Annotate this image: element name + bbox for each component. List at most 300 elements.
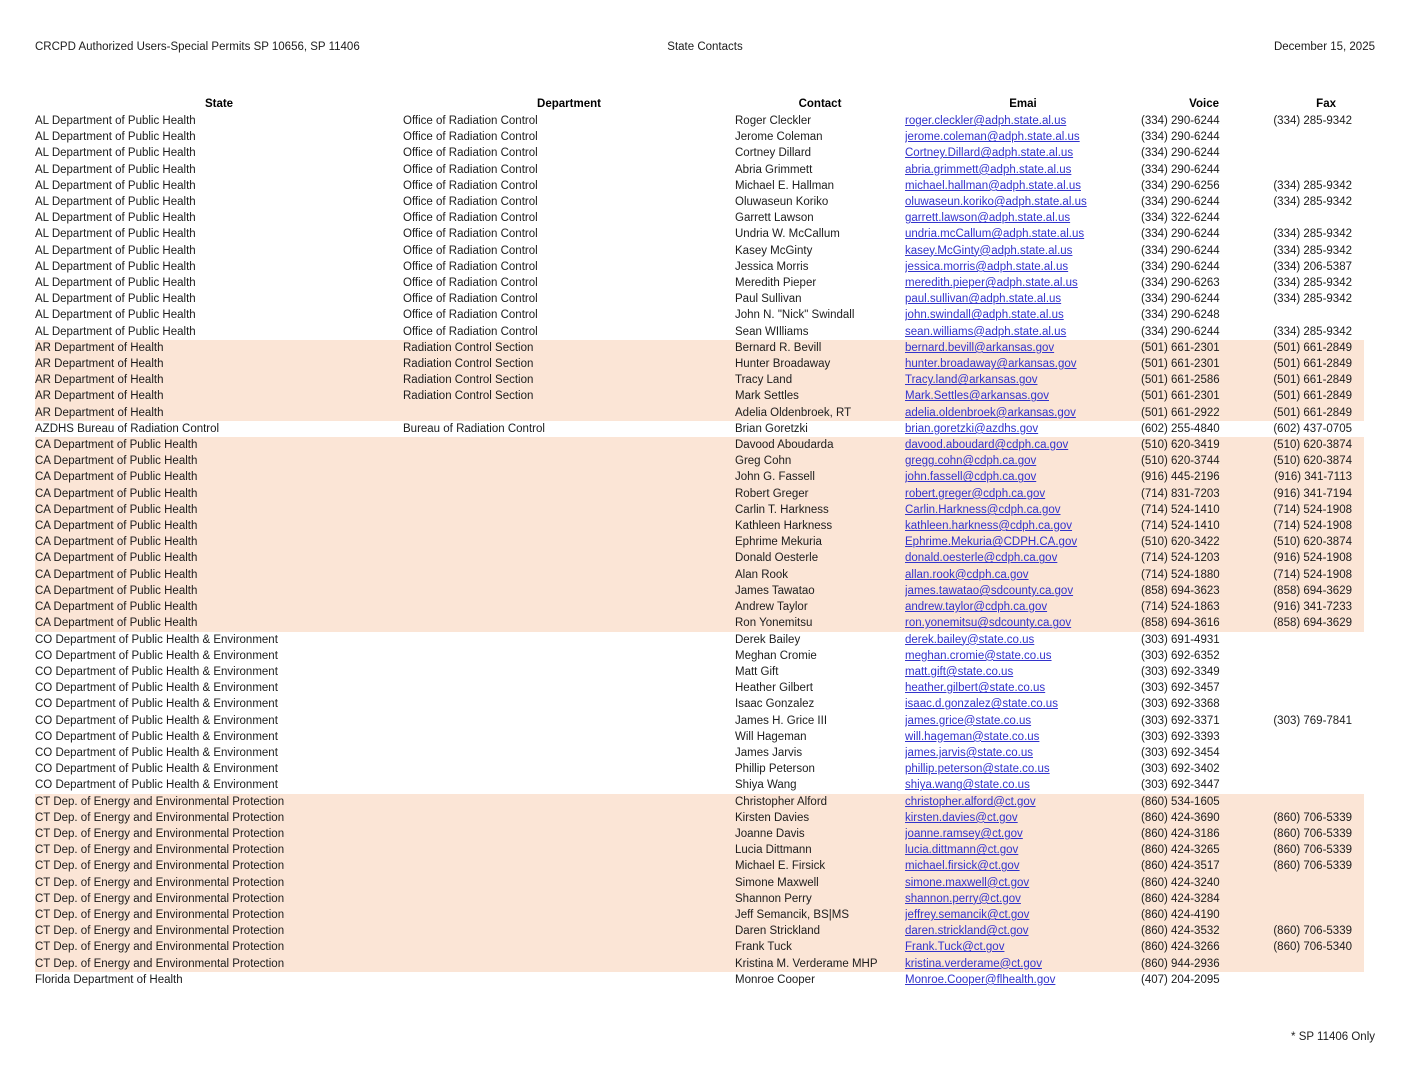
contact-cell: Monroe Cooper xyxy=(735,973,815,986)
contact-cell: Jeff Semancik, BS|MS xyxy=(735,907,905,923)
fax-cell: (334) 285-9342 xyxy=(1273,179,1352,192)
table-row xyxy=(35,502,1364,518)
email-link[interactable]: Mark.Settles@arkansas.gov xyxy=(905,390,1049,403)
email-cell xyxy=(905,178,1141,194)
email-link[interactable]: paul.sullivan@adph.state.al.us xyxy=(905,293,1062,306)
contact-cell: Mark Settles xyxy=(735,388,905,404)
contact-cell: Ron Yonemitsu xyxy=(735,615,905,631)
department-cell: Radiation Control Section xyxy=(403,388,735,404)
email-cell xyxy=(905,502,1141,518)
department-cell xyxy=(403,486,735,502)
email-link[interactable]: lucia.dittmann@ct.gov xyxy=(905,844,1019,857)
contact-cell: Heather Gilbert xyxy=(735,682,813,695)
email-link[interactable]: abria.grimmett@adph.state.al.us xyxy=(905,163,1072,176)
email-link[interactable]: jessica.morris@adph.state.al.us xyxy=(905,260,1069,273)
fax-cell: (510) 620-3874 xyxy=(1223,437,1364,453)
voice-cell: (334) 290-6244 xyxy=(1141,228,1220,241)
table-row xyxy=(35,145,1364,161)
email-link[interactable]: Tracy.land@arkansas.gov xyxy=(905,374,1038,387)
email-cell xyxy=(905,745,1141,761)
email-cell xyxy=(905,875,1141,891)
contact-cell: Christopher Alford xyxy=(735,794,905,810)
voice-cell: (860) 424-3265 xyxy=(1141,842,1223,858)
table-row xyxy=(35,324,1364,340)
table-row xyxy=(35,842,1364,858)
voice-cell: (860) 424-3690 xyxy=(1141,810,1223,826)
email-cell xyxy=(905,421,1141,437)
state-cell: CA Department of Public Health xyxy=(35,567,403,583)
state-cell: AL Department of Public Health xyxy=(35,163,196,176)
email-link[interactable]: simone.maxwell@ct.gov xyxy=(905,876,1030,889)
state-cell: CT Dep. of Energy and Environmental Protection xyxy=(35,858,403,874)
email-cell xyxy=(905,291,1141,307)
state-cell: AL Department of Public Health xyxy=(35,212,196,225)
table-row xyxy=(35,826,1364,842)
state-cell: CA Department of Public Health xyxy=(35,599,403,615)
email-link[interactable]: phillip.peterson@state.co.us xyxy=(905,763,1050,776)
fax-cell xyxy=(1223,972,1364,988)
contact-cell: Brian Goretzki xyxy=(735,422,808,435)
voice-cell: (714) 831-7203 xyxy=(1141,486,1223,502)
fax-cell: (916) 341-7194 xyxy=(1223,486,1364,502)
fax-cell: (501) 661-2849 xyxy=(1223,340,1364,356)
voice-cell: (501) 661-2922 xyxy=(1141,405,1223,421)
contact-cell: Frank Tuck xyxy=(735,939,905,955)
fax-cell xyxy=(1223,956,1364,972)
department-cell: Radiation Control Section xyxy=(403,340,735,356)
voice-cell: (860) 424-3186 xyxy=(1141,826,1223,842)
email-cell xyxy=(905,356,1141,372)
email-link[interactable]: allan.rook@cdph.ca.gov xyxy=(905,568,1029,581)
fax-cell xyxy=(1223,145,1364,161)
table-header-row xyxy=(35,96,1364,113)
email-link[interactable]: daren.strickland@ct.gov xyxy=(905,925,1029,938)
voice-cell: (303) 691-4931 xyxy=(1141,633,1220,646)
department-cell: Office of Radiation Control xyxy=(403,163,538,176)
voice-cell: (303) 692-6352 xyxy=(1141,649,1220,662)
email-cell xyxy=(905,794,1141,810)
fax-cell xyxy=(1223,745,1364,761)
email-cell xyxy=(905,729,1141,745)
state-cell: CT Dep. of Energy and Environmental Protection xyxy=(35,923,403,939)
email-link[interactable]: hunter.broadaway@arkansas.gov xyxy=(905,358,1077,371)
email-link[interactable]: joanne.ramsey@ct.gov xyxy=(905,827,1023,840)
state-cell: AL Department of Public Health xyxy=(35,228,196,241)
email-cell xyxy=(905,486,1141,502)
department-cell xyxy=(403,648,735,664)
email-cell xyxy=(905,761,1141,777)
state-cell: AR Department of Health xyxy=(35,340,403,356)
voice-cell: (860) 424-3266 xyxy=(1141,939,1223,955)
state-cell: CA Department of Public Health xyxy=(35,550,403,566)
email-cell xyxy=(905,372,1141,388)
email-cell xyxy=(905,340,1141,356)
department-cell: Office of Radiation Control xyxy=(403,309,538,322)
state-cell: CA Department of Public Health xyxy=(35,615,403,631)
state-cell: CO Department of Public Health & Environment xyxy=(35,698,278,711)
voice-cell: (714) 524-1863 xyxy=(1141,599,1223,615)
contact-cell: James H. Grice III xyxy=(735,714,828,727)
fax-cell: (501) 661-2849 xyxy=(1223,405,1364,421)
department-cell xyxy=(403,777,735,793)
table-row xyxy=(35,794,1364,810)
fax-cell xyxy=(1223,129,1364,145)
voice-cell: (334) 290-6263 xyxy=(1141,277,1220,290)
state-cell: AL Department of Public Health xyxy=(35,179,196,192)
email-link[interactable]: davood.aboudard@cdph.ca.gov xyxy=(905,439,1069,452)
fax-cell xyxy=(1223,162,1364,178)
state-cell: CO Department of Public Health & Environment xyxy=(35,665,278,678)
table-row xyxy=(35,453,1364,469)
table-row xyxy=(35,210,1364,226)
email-link[interactable]: adelia.oldenbroek@arkansas.gov xyxy=(905,406,1076,419)
contact-cell: Derek Bailey xyxy=(735,633,801,646)
department-cell xyxy=(403,858,735,874)
document-subtitle: State Contacts xyxy=(667,41,743,53)
department-cell xyxy=(403,761,735,777)
fax-cell: (860) 706-5340 xyxy=(1223,939,1364,955)
email-link[interactable]: Ephrime.Mekuria@CDPH.CA.gov xyxy=(905,536,1078,549)
email-cell xyxy=(905,891,1141,907)
state-cell: CO Department of Public Health & Environment xyxy=(35,730,278,743)
email-cell xyxy=(905,162,1141,178)
email-cell xyxy=(905,680,1141,696)
email-cell xyxy=(905,210,1141,226)
fax-cell: (501) 661-2849 xyxy=(1223,388,1364,404)
voice-cell: (510) 620-3744 xyxy=(1141,453,1223,469)
email-cell xyxy=(905,259,1141,275)
table-row xyxy=(35,372,1364,388)
contacts-table-container xyxy=(35,96,1364,988)
state-cell: AR Department of Health xyxy=(35,405,403,421)
email-link[interactable]: Cortney.Dillard@adph.state.al.us xyxy=(905,147,1074,160)
email-cell xyxy=(905,388,1141,404)
email-cell xyxy=(905,972,1141,988)
email-link[interactable]: christopher.alford@ct.gov xyxy=(905,795,1036,808)
column-header-department: Department xyxy=(537,98,601,110)
voice-cell: (860) 424-3532 xyxy=(1141,923,1223,939)
table-row xyxy=(35,469,1364,485)
department-cell xyxy=(403,972,735,988)
table-row xyxy=(35,259,1364,275)
table-row xyxy=(35,923,1364,939)
email-link[interactable]: robert.greger@cdph.ca.gov xyxy=(905,487,1046,500)
email-link[interactable]: isaac.d.gonzalez@state.co.us xyxy=(905,698,1058,711)
table-row xyxy=(35,113,1364,129)
email-link[interactable]: will.hageman@state.co.us xyxy=(905,730,1040,743)
voice-cell: (916) 445-2196 xyxy=(1141,469,1223,485)
email-link[interactable]: shiya.wang@state.co.us xyxy=(905,779,1030,792)
department-cell xyxy=(403,453,735,469)
email-link[interactable]: james.grice@state.co.us xyxy=(905,714,1032,727)
department-cell xyxy=(403,615,735,631)
department-cell: Office of Radiation Control xyxy=(403,325,538,338)
department-cell xyxy=(403,502,735,518)
table-row xyxy=(35,486,1364,502)
email-link[interactable]: donald.oesterle@cdph.ca.gov xyxy=(905,552,1058,565)
state-cell: CA Department of Public Health xyxy=(35,534,403,550)
email-link[interactable]: derek.bailey@state.co.us xyxy=(905,633,1035,646)
table-row xyxy=(35,648,1364,664)
state-cell: CA Department of Public Health xyxy=(35,583,403,599)
fax-cell: (860) 706-5339 xyxy=(1223,810,1364,826)
email-link[interactable]: john.fassell@cdph.ca.gov xyxy=(905,471,1037,484)
department-cell xyxy=(403,664,735,680)
email-link[interactable]: meghan.cromie@state.co.us xyxy=(905,649,1052,662)
contact-cell: Carlin T. Harkness xyxy=(735,502,905,518)
footnote: * SP 11406 Only xyxy=(1291,1031,1375,1043)
email-link[interactable]: michael.firsick@ct.gov xyxy=(905,860,1020,873)
contact-cell: Michael E. Firsick xyxy=(735,858,905,874)
fax-cell xyxy=(1223,794,1364,810)
voice-cell: (501) 661-2586 xyxy=(1141,372,1223,388)
email-link[interactable]: kristina.verderame@ct.gov xyxy=(905,957,1042,970)
department-cell xyxy=(403,875,735,891)
fax-cell xyxy=(1223,891,1364,907)
department-cell: Office of Radiation Control xyxy=(403,244,538,257)
contact-cell: Joanne Davis xyxy=(735,826,905,842)
state-cell: CT Dep. of Energy and Environmental Protection xyxy=(35,956,403,972)
fax-cell: (510) 620-3874 xyxy=(1223,453,1364,469)
email-link[interactable]: john.swindall@adph.state.al.us xyxy=(905,309,1064,322)
email-link[interactable]: matt.gift@state.co.us xyxy=(905,665,1014,678)
fax-cell xyxy=(1223,648,1364,664)
contact-cell: Kirsten Davies xyxy=(735,810,905,826)
department-cell xyxy=(403,518,735,534)
fax-cell: (602) 437-0705 xyxy=(1273,422,1352,435)
state-cell: CO Department of Public Health & Environment xyxy=(35,649,278,662)
email-cell xyxy=(905,194,1141,210)
department-cell xyxy=(403,713,735,729)
contact-cell: James Tawatao xyxy=(735,583,905,599)
table-row xyxy=(35,356,1364,372)
department-cell xyxy=(403,405,735,421)
email-cell xyxy=(905,437,1141,453)
email-link[interactable]: michael.hallman@adph.state.al.us xyxy=(905,179,1081,192)
voice-cell: (714) 524-1203 xyxy=(1141,550,1223,566)
voice-cell: (501) 661-2301 xyxy=(1141,356,1223,372)
state-cell: CO Department of Public Health & Environment xyxy=(35,714,278,727)
column-header-fax: Fax xyxy=(1316,98,1336,110)
department-cell xyxy=(403,534,735,550)
state-cell: CA Department of Public Health xyxy=(35,518,403,534)
email-cell xyxy=(905,324,1141,340)
email-cell xyxy=(905,275,1141,291)
department-cell: Office of Radiation Control xyxy=(403,277,538,290)
contact-cell: Isaac Gonzalez xyxy=(735,698,815,711)
fax-cell xyxy=(1223,777,1364,793)
state-cell: AL Department of Public Health xyxy=(35,196,196,209)
department-cell xyxy=(403,696,735,712)
department-cell xyxy=(403,437,735,453)
voice-cell: (860) 534-1605 xyxy=(1141,794,1223,810)
fax-cell: (860) 706-5339 xyxy=(1223,858,1364,874)
email-cell xyxy=(905,648,1141,664)
table-row xyxy=(35,534,1364,550)
table-row xyxy=(35,518,1364,534)
email-link[interactable]: meredith.pieper@adph.state.al.us xyxy=(905,277,1078,290)
voice-cell: (334) 290-6244 xyxy=(1141,147,1220,160)
email-cell xyxy=(905,956,1141,972)
table-row xyxy=(35,713,1364,729)
state-cell: CT Dep. of Energy and Environmental Protection xyxy=(35,875,403,891)
fax-cell xyxy=(1223,907,1364,923)
table-row xyxy=(35,567,1364,583)
email-link[interactable]: shannon.perry@ct.gov xyxy=(905,892,1021,905)
email-link[interactable]: gregg.cohn@cdph.ca.gov xyxy=(905,455,1037,468)
email-link[interactable]: oluwaseun.koriko@adph.state.al.us xyxy=(905,196,1087,209)
email-link[interactable]: kasey.McGinty@adph.state.al.us xyxy=(905,244,1073,257)
table-row xyxy=(35,632,1364,648)
email-link[interactable]: undria.mcCallum@adph.state.al.us xyxy=(905,228,1085,241)
email-link[interactable]: kirsten.davies@ct.gov xyxy=(905,811,1018,824)
voice-cell: (860) 424-3284 xyxy=(1141,891,1223,907)
fax-cell: (303) 769-7841 xyxy=(1273,714,1352,727)
email-link[interactable]: sean.williams@adph.state.al.us xyxy=(905,325,1067,338)
department-cell xyxy=(403,583,735,599)
department-cell xyxy=(403,469,735,485)
email-link[interactable]: james.tawatao@sdcounty.ca.gov xyxy=(905,584,1074,597)
voice-cell: (407) 204-2095 xyxy=(1141,973,1220,986)
fax-cell: (334) 285-9342 xyxy=(1273,244,1352,257)
table-row xyxy=(35,729,1364,745)
voice-cell: (334) 290-6248 xyxy=(1141,309,1220,322)
contact-cell: Lucia Dittmann xyxy=(735,842,905,858)
email-cell xyxy=(905,534,1141,550)
email-cell xyxy=(905,664,1141,680)
email-link[interactable]: andrew.taylor@cdph.ca.gov xyxy=(905,601,1048,614)
contact-cell: Shannon Perry xyxy=(735,891,905,907)
fax-cell: (334) 285-9342 xyxy=(1273,196,1352,209)
voice-cell: (334) 290-6244 xyxy=(1141,293,1220,306)
fax-cell: (858) 694-3629 xyxy=(1223,583,1364,599)
fax-cell: (334) 206-5387 xyxy=(1273,260,1352,273)
department-cell: Office of Radiation Control xyxy=(403,147,538,160)
email-cell xyxy=(905,810,1141,826)
table-row xyxy=(35,340,1364,356)
email-link[interactable]: jerome.coleman@adph.state.al.us xyxy=(905,131,1080,144)
contact-cell: Tracy Land xyxy=(735,372,905,388)
contact-cell: Garrett Lawson xyxy=(735,212,814,225)
table-row xyxy=(35,550,1364,566)
state-cell: AL Department of Public Health xyxy=(35,277,196,290)
contact-cell: Kathleen Harkness xyxy=(735,518,905,534)
table-row xyxy=(35,405,1364,421)
email-link[interactable]: jeffrey.semancik@ct.gov xyxy=(905,908,1030,921)
email-link[interactable]: Monroe.Cooper@flhealth.gov xyxy=(905,973,1056,986)
fax-cell: (714) 524-1908 xyxy=(1223,502,1364,518)
fax-cell: (714) 524-1908 xyxy=(1223,567,1364,583)
state-cell: AL Department of Public Health xyxy=(35,131,196,144)
voice-cell: (501) 661-2301 xyxy=(1141,388,1223,404)
table-row xyxy=(35,275,1364,291)
email-cell xyxy=(905,713,1141,729)
column-header-contact: Contact xyxy=(798,98,842,110)
state-cell: CA Department of Public Health xyxy=(35,502,403,518)
fax-cell: (916) 341-7113 xyxy=(1223,469,1364,485)
state-cell: AL Department of Public Health xyxy=(35,325,196,338)
state-cell: AL Department of Public Health xyxy=(35,147,196,160)
contact-cell: Cortney Dillard xyxy=(735,147,812,160)
email-link[interactable]: brian.goretzki@azdhs.gov xyxy=(905,422,1039,435)
contact-cell: Alan Rook xyxy=(735,567,905,583)
department-cell xyxy=(403,550,735,566)
column-header-email: Emai xyxy=(1009,98,1037,110)
fax-cell: (501) 661-2849 xyxy=(1223,372,1364,388)
document-header xyxy=(35,40,1375,54)
fax-cell: (334) 285-9342 xyxy=(1273,115,1352,127)
voice-cell: (501) 661-2301 xyxy=(1141,340,1223,356)
department-cell xyxy=(403,810,735,826)
email-cell xyxy=(905,469,1141,485)
fax-cell: (916) 524-1908 xyxy=(1223,550,1364,566)
state-cell: CO Department of Public Health & Environment xyxy=(35,779,278,792)
contact-cell: Daren Strickland xyxy=(735,923,905,939)
table-row xyxy=(35,388,1364,404)
email-cell xyxy=(905,907,1141,923)
email-link[interactable]: garrett.lawson@adph.state.al.us xyxy=(905,212,1071,225)
document-date: December 15, 2025 xyxy=(1273,41,1375,53)
table-row xyxy=(35,680,1364,696)
table-row xyxy=(35,956,1364,972)
email-cell xyxy=(905,453,1141,469)
table-row xyxy=(35,194,1364,210)
fax-cell: (334) 285-9342 xyxy=(1273,293,1352,306)
table-row xyxy=(35,939,1364,955)
contact-cell: Abria Grimmett xyxy=(735,163,813,176)
department-cell xyxy=(403,826,735,842)
table-row xyxy=(35,745,1364,761)
department-cell xyxy=(403,923,735,939)
voice-cell: (303) 692-3371 xyxy=(1141,714,1220,727)
state-cell: CT Dep. of Energy and Environmental Protection xyxy=(35,891,403,907)
contact-cell: Simone Maxwell xyxy=(735,875,905,891)
email-link[interactable]: bernard.bevill@arkansas.gov xyxy=(905,341,1055,354)
email-link[interactable]: Frank.Tuck@ct.gov xyxy=(905,941,1005,954)
email-link[interactable]: ron.yonemitsu@sdcounty.ca.gov xyxy=(905,617,1072,630)
contact-cell: Meredith Pieper xyxy=(735,277,817,290)
voice-cell: (334) 290-6256 xyxy=(1141,179,1220,192)
fax-cell: (334) 285-9342 xyxy=(1273,277,1352,290)
department-cell: Office of Radiation Control xyxy=(403,228,538,241)
column-header-voice: Voice xyxy=(1189,98,1219,110)
email-link[interactable]: kathleen.harkness@cdph.ca.gov xyxy=(905,520,1073,533)
email-cell xyxy=(905,583,1141,599)
state-cell: CA Department of Public Health xyxy=(35,469,403,485)
department-cell: Office of Radiation Control xyxy=(403,131,538,144)
department-cell: Radiation Control Section xyxy=(403,372,735,388)
table-row xyxy=(35,777,1364,793)
contact-cell: Davood Aboudarda xyxy=(735,437,905,453)
fax-cell xyxy=(1223,680,1364,696)
contact-cell: John G. Fassell xyxy=(735,469,905,485)
email-link[interactable]: Carlin.Harkness@cdph.ca.gov xyxy=(905,503,1061,516)
state-cell: CO Department of Public Health & Environment xyxy=(35,763,278,776)
email-cell xyxy=(905,567,1141,583)
department-cell xyxy=(403,745,735,761)
email-link[interactable]: roger.cleckler@adph.state.al.us xyxy=(905,115,1067,127)
email-link[interactable]: james.jarvis@state.co.us xyxy=(905,746,1033,759)
department-cell xyxy=(403,794,735,810)
email-cell xyxy=(905,226,1141,242)
contact-cell: Ephrime Mekuria xyxy=(735,534,905,550)
contact-cell: Donald Oesterle xyxy=(735,550,905,566)
table-row xyxy=(35,891,1364,907)
voice-cell: (334) 290-6244 xyxy=(1141,131,1220,144)
contact-cell: Jerome Coleman xyxy=(735,131,823,144)
email-link[interactable]: heather.gilbert@state.co.us xyxy=(905,682,1046,695)
table-row xyxy=(35,696,1364,712)
